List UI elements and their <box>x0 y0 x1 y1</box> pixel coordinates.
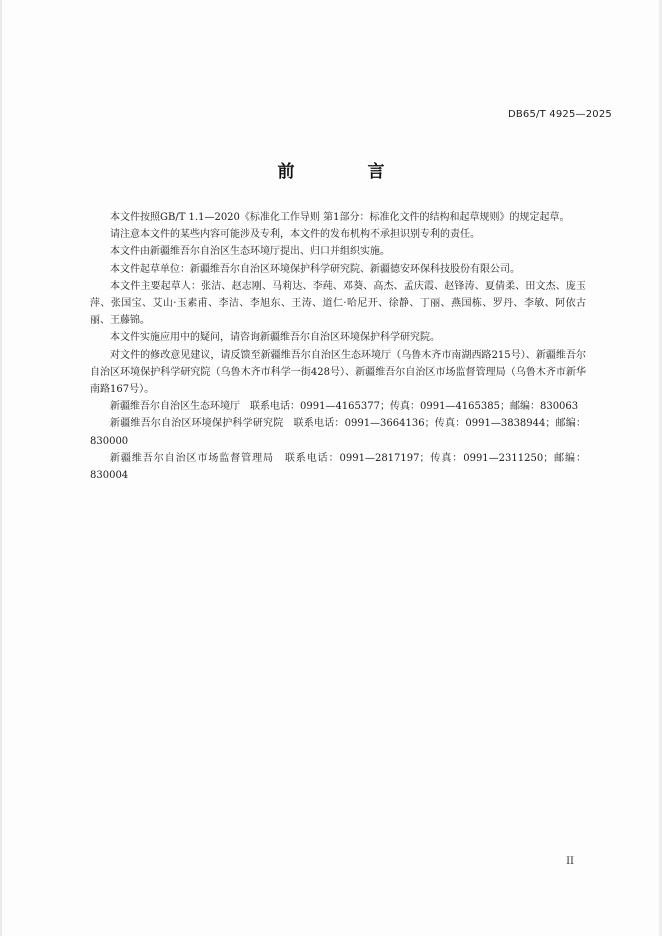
contact-line: 新疆维吾尔自治区生态环境厅 联系电话：0991—4165377；传真：0991—4165385；邮编：830063 <box>110 401 579 413</box>
paragraph: 本文件实施应用中的疑问，请咨询新疆维吾尔自治区环境保护科学研究院。 <box>110 332 440 344</box>
paragraph: 本文件由新疆维吾尔自治区生态环境厅提出、归口并组织实施。 <box>110 246 390 258</box>
paragraph: 本文件按照GB/T 1.1—2020《标准化工作导则 第1部分：标准化文件的结构和起草规则》的规定起草。 <box>110 212 570 223</box>
paragraph: 对文件的修改意见建议，请反馈至新疆维吾尔自治区生态环境厅（乌鲁木齐市南湖西路215号）、新疆维吾尔自治区环境保护科学研究院（乌鲁木齐市科学一街428号）、新疆维吾尔自治区市场监督管理局（乌鲁木齐市新华南路167号）。 <box>90 349 586 396</box>
paragraph: 请注意本文件的某些内容可能涉及专利，本文件的发布机构不承担识别专利的责任。 <box>110 229 480 241</box>
page-title: 前 言 <box>277 162 413 182</box>
standard-code: DB65/T 4925—2025 <box>507 109 612 120</box>
page-number: II <box>566 856 574 867</box>
contact-line: 新疆维吾尔自治区市场监督管理局 联系电话：0991—2817197；传真：0991—2311250；邮编：830004 <box>90 452 586 482</box>
contact-line: 新疆维吾尔自治区环境保护科学研究院 联系电话：0991—3664136；传真：0991—3838944；邮编：830000 <box>90 418 586 447</box>
foreword-body <box>90 209 586 484</box>
scan-edge <box>0 0 2 936</box>
paragraph: 本文件起草单位：新疆维吾尔自治区环境保护科学研究院、新疆德安环保科技股份有限公司。 <box>110 263 520 275</box>
paragraph: 本文件主要起草人：张洁、赵志刚、马莉达、李莼、邓葵、高杰、孟庆霞、赵锋涛、夏倩柔、田文杰、庞玉萍、张国宝、艾山·玉素甫、李洁、李旭东、王涛、道仁·哈尼开、徐静、丁丽、燕国栋、罗丹、李敏、阿依古丽、王藤锦。 <box>90 280 586 327</box>
